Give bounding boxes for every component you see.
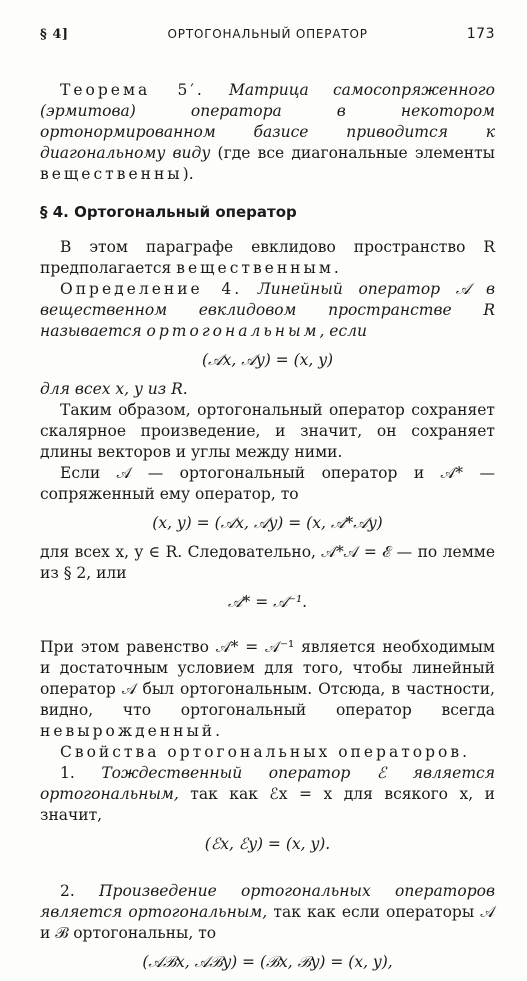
intro-spaced: вещественным <box>176 259 334 277</box>
paragraph-2: Если 𝒜 — ортогональный оператор и 𝒜* — сопряженный ему оператор, то <box>40 464 495 503</box>
definition-paragraph <box>40 279 495 342</box>
equation-1: (𝒜x, 𝒜y) = (x, y) <box>201 351 334 369</box>
paragraph-4-end: . <box>215 722 221 740</box>
intro-end: . <box>333 259 339 277</box>
theorem-label: Теорема 5′. <box>60 81 205 99</box>
equation-2: (x, y) = (𝒜x, 𝒜y) = (x, 𝒜*𝒜y) <box>152 514 383 532</box>
equation-5: (𝒜ℬx, 𝒜ℬy) = (ℬx, ℬy) = (x, y), <box>142 953 393 971</box>
paragraph-1: Таким образом, ортогональный оператор сохраняет скалярное произведение, и значит, он сохраняет длины векторов и углы между ними. <box>40 401 495 461</box>
property-2-number: 2. <box>60 882 75 900</box>
definition-text: Линейный оператор 𝒜 в вещественном евклидовом пространстве R называется <box>40 280 496 340</box>
properties-heading: Свойства ортогональных операторов. <box>60 743 471 761</box>
definition-label: Определение 4. <box>60 280 243 298</box>
theorem-rest: (где все диагональные элементы <box>210 144 495 162</box>
property-2-statement: Произведение ортогональных операторов является ортогональным, <box>40 882 495 921</box>
property-2-rest: так как если операторы 𝒜 и ℬ ортогональны, то <box>40 903 495 942</box>
equation-4: (ℰx, ℰy) = (x, y). <box>204 835 331 853</box>
property-1-statement: Тождественный оператор ℰ является ортогональным, <box>40 764 495 803</box>
theorem-spaced: вещественны <box>40 165 183 183</box>
running-header <box>40 26 495 42</box>
section-heading: § 4. Ортогональный оператор <box>40 203 297 221</box>
definition-end: , если <box>319 322 368 340</box>
header-section: § 4] <box>40 27 69 42</box>
paragraph-4 <box>40 637 495 742</box>
property-2 <box>40 881 495 944</box>
book-page <box>40 26 495 981</box>
property-1 <box>40 763 495 826</box>
theorem-end: ). <box>182 165 194 183</box>
for-all-line: для всех x, y из R. <box>40 380 188 398</box>
theorem-paragraph <box>40 80 495 185</box>
equation-3: 𝒜* = 𝒜⁻¹. <box>227 593 308 611</box>
property-1-number: 1. <box>60 764 75 782</box>
definition-spaced: ортогональным <box>146 322 320 340</box>
property-1-rest: так как ℰx = x для всякого x, и значит, <box>40 785 495 824</box>
paragraph-4-text: При этом равенство 𝒜* = 𝒜⁻¹ является необходимым и достаточным условием для того, чтобы линейный оператор 𝒜 был ортогональным. Отсюда, в частности, видно, что ортогональный оператор всегда <box>40 638 495 719</box>
paragraph-4-spaced: невырожденный <box>40 722 216 740</box>
intro-text: В этом параграфе евклидово пространство R предполагается <box>40 238 495 277</box>
theorem-statement: Матрица самосопряженного (эрмитова) оператора в некотором ортонормированном базисе приводится к диагональному виду <box>40 81 495 162</box>
page-number: 173 <box>466 26 495 42</box>
header-title: ОРТОГОНАЛЬНЫЙ ОПЕРАТОР <box>167 27 368 41</box>
paragraph-3: для всех x, y ∈ R. Следовательно, 𝒜*𝒜 = ℰ — по лемме из § 2, или <box>40 543 495 582</box>
intro-paragraph <box>40 237 495 279</box>
